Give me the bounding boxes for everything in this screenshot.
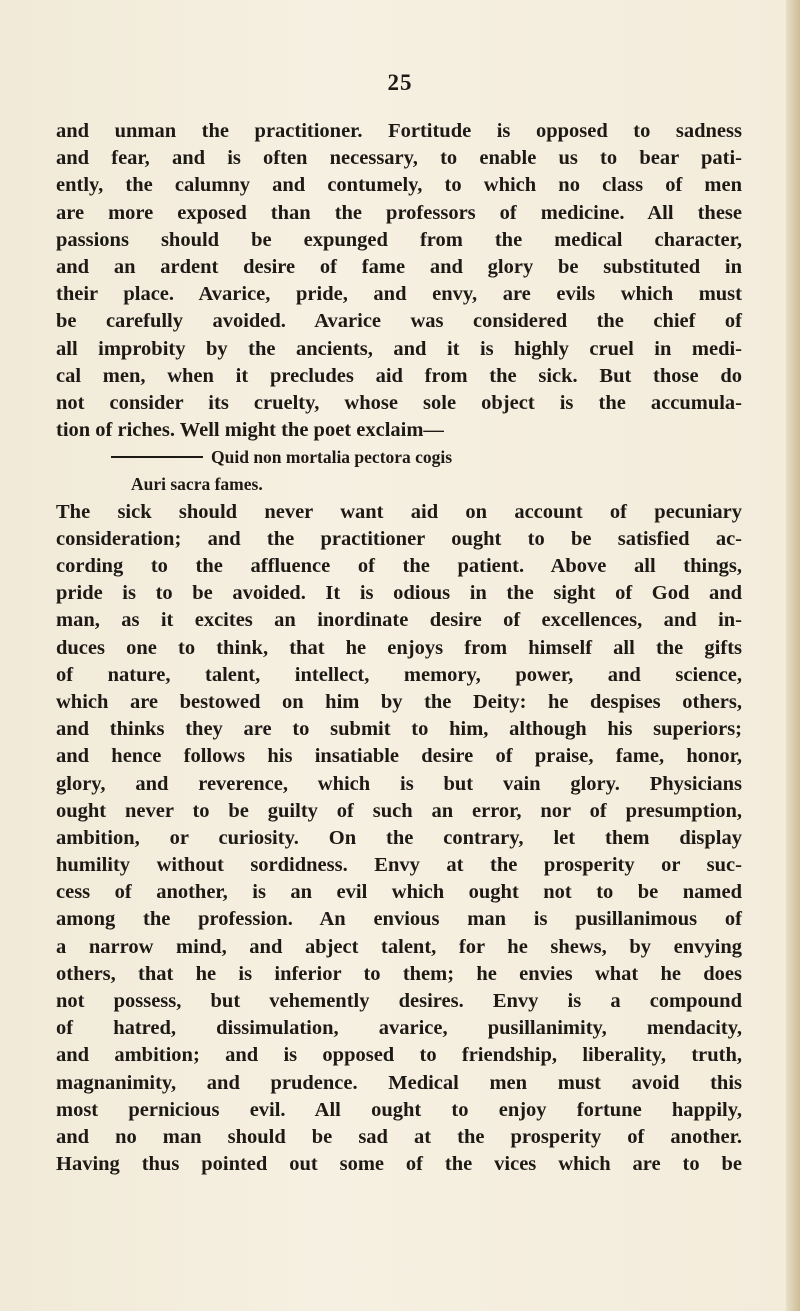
text-line: a narrow mind, and abject talent, for he shews, by envying bbox=[56, 935, 742, 958]
text-line: Having thus pointed out some of the vices which are to be bbox=[56, 1153, 742, 1176]
text-line: cess of another, is an evil which ought not to be named bbox=[56, 881, 742, 904]
text-line: pride is to be avoided. It is odious in the sight of God and bbox=[56, 582, 742, 605]
text-line: among the profession. An envious man is pusillanimous of bbox=[56, 908, 742, 931]
text-line: be carefully avoided. Avarice was considered the chief of bbox=[56, 310, 742, 333]
text-line: humility without sordidness. Envy at the prosperity or suc- bbox=[56, 854, 742, 877]
text-line: not consider its cruelty, whose sole object is the accumula- bbox=[56, 391, 742, 414]
text-line: passions should be expunged from the medical character, bbox=[56, 228, 742, 251]
text-line: most pernicious evil. All ought to enjoy fortune happily, bbox=[56, 1098, 742, 1121]
text-line: are more exposed than the professors of medicine. All these bbox=[56, 201, 742, 224]
text-line: The sick should never want aid on account of pecuniary bbox=[56, 500, 742, 523]
text-line: tion of riches. Well might the poet exclaim— bbox=[56, 419, 444, 442]
text-line: glory, and reverence, which is but vain glory. Physicians bbox=[56, 772, 742, 795]
text-line: and unman the practitioner. Fortitude is opposed to sadness bbox=[56, 120, 742, 142]
text-line: cal men, when it precludes aid from the sick. But those do bbox=[56, 364, 742, 387]
text-line: and hence follows his insatiable desire of praise, fame, honor, bbox=[56, 745, 742, 768]
text-line: duces one to think, that he enjoys from himself all the gifts bbox=[56, 636, 742, 659]
text-line: which are bestowed on him by the Deity: he despises others, bbox=[56, 690, 742, 713]
text-line: and ambition; and is opposed to friendship, liberality, truth, bbox=[56, 1044, 742, 1067]
latin-quote-line-1 bbox=[56, 444, 742, 471]
text-line: and no man should be sad at the prosperity of another. bbox=[56, 1125, 742, 1148]
text-line: ambition, or curiosity. On the contrary, let them display bbox=[56, 826, 742, 849]
text-line: and fear, and is often necessary, to enable us to bear pati- bbox=[56, 147, 742, 170]
text-line: of nature, talent, intellect, memory, power, and science, bbox=[56, 663, 742, 686]
text-line: man, as it excites an inordinate desire of excellences, and in- bbox=[56, 609, 742, 632]
body-text bbox=[56, 118, 742, 1178]
text-line: ought never to be guilty of such an error, nor of presumption, bbox=[56, 799, 742, 822]
text-line: and an ardent desire of fame and glory be substituted in bbox=[56, 255, 742, 278]
text-line: all improbity by the ancients, and it is highly cruel in medi- bbox=[56, 337, 742, 360]
page-number: 25 bbox=[387, 70, 413, 95]
quote-dash bbox=[111, 456, 203, 458]
text-line: their place. Avarice, pride, and envy, are evils which must bbox=[56, 283, 742, 306]
page-edge-shadow bbox=[786, 0, 800, 1311]
text-line: and thinks they are to submit to him, although his superiors; bbox=[56, 718, 742, 741]
text-line: of hatred, dissimulation, avarice, pusillanimity, mendacity, bbox=[56, 1017, 742, 1040]
text-line: consideration; and the practitioner ought to be satisfied ac- bbox=[56, 527, 742, 550]
text-line: ently, the calumny and contumely, to which no class of men bbox=[56, 174, 742, 197]
text-line: not possess, but vehemently desires. Envy is a compound bbox=[56, 990, 742, 1012]
text-line: cording to the affluence of the patient. Above all things, bbox=[56, 555, 742, 577]
text-line: magnanimity, and prudence. Medical men must avoid this bbox=[56, 1071, 742, 1094]
latin-quote-line-2: Auri sacra fames. bbox=[131, 474, 263, 495]
text-line: others, that he is inferior to them; he envies what he does bbox=[56, 962, 742, 985]
latin-quote-text-1: Quid non mortalia pectora cogis bbox=[211, 447, 453, 468]
